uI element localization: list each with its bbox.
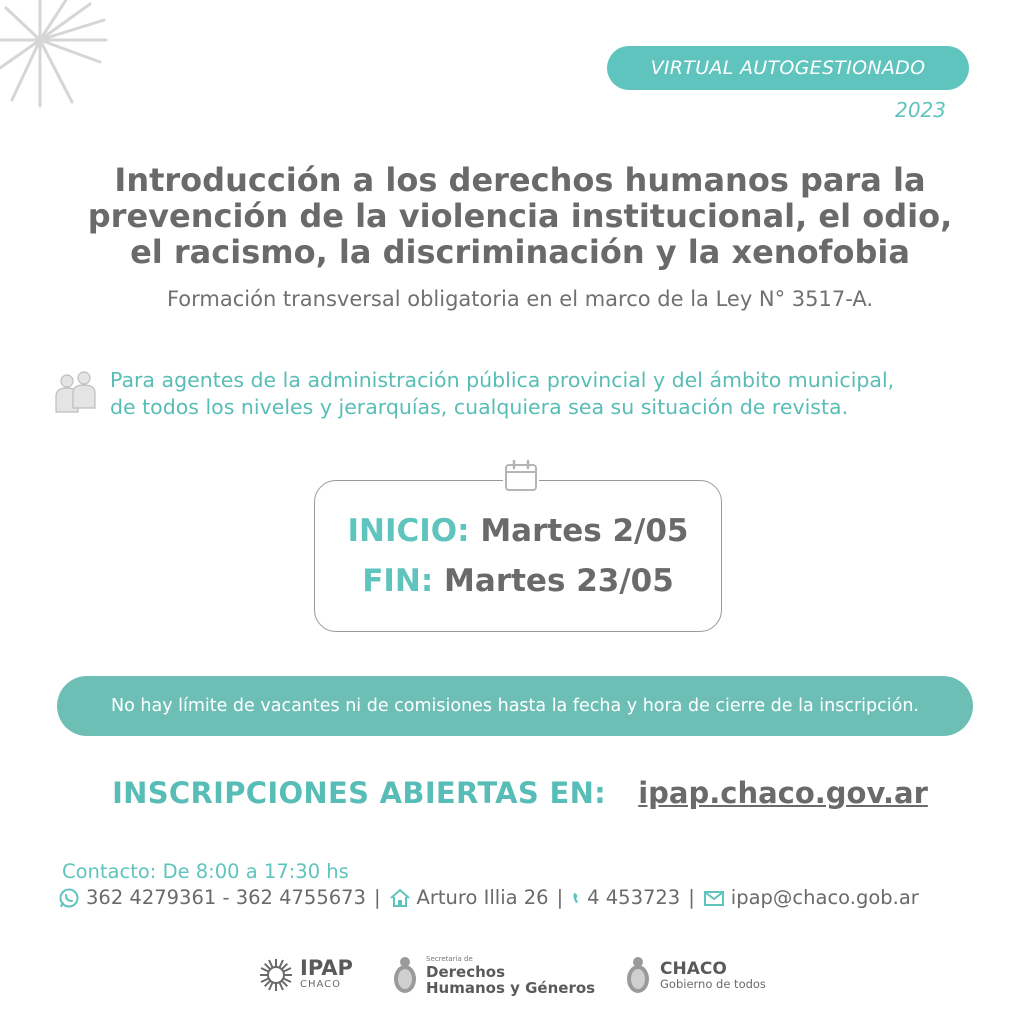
year-label: 2023 bbox=[895, 98, 946, 122]
dh-logo-line-2: Humanos y Géneros bbox=[426, 978, 596, 997]
contact-hours: Contacto: De 8:00 a 17:30 hs bbox=[62, 860, 349, 883]
start-date-label: INICIO: bbox=[347, 513, 470, 549]
starburst-decoration bbox=[0, 0, 120, 120]
derechos-humanos-logo bbox=[392, 950, 595, 1000]
vacancies-notice bbox=[57, 676, 973, 736]
audience-text bbox=[110, 367, 990, 421]
address: Arturo Illia 26 bbox=[416, 886, 549, 909]
start-date-value: Martes 2/05 bbox=[480, 513, 689, 549]
email-address[interactable]: ipap@chaco.gob.ar bbox=[730, 886, 919, 909]
whatsapp-numbers: 362 4279361 - 362 4755673 bbox=[86, 886, 366, 909]
title-line-2: prevención de la violencia institucional, el odio, bbox=[87, 197, 953, 235]
coat-of-arms-icon bbox=[392, 955, 418, 995]
phone-icon bbox=[571, 887, 585, 909]
end-date bbox=[362, 556, 674, 606]
phone-number: 4 453723 bbox=[587, 886, 681, 909]
end-date-value: Martes 23/05 bbox=[444, 563, 674, 599]
dates-box bbox=[314, 480, 722, 632]
contact-details bbox=[58, 886, 1008, 909]
separator: | bbox=[556, 886, 564, 909]
chaco-logo bbox=[624, 950, 766, 1000]
vacancies-notice-text: No hay límite de vacantes ni de comisiones hasta la fecha y hora de cierre de la inscripción. bbox=[111, 696, 919, 716]
ipap-logo-sub: CHACO bbox=[300, 979, 342, 990]
dh-logo-small: Secretaría de bbox=[426, 954, 473, 963]
chaco-logo-sub: Gobierno de todos bbox=[660, 976, 766, 991]
separator: | bbox=[373, 886, 381, 909]
page-subtitle: Formación transversal obligatoria en el marco de la Ley N° 3517-A. bbox=[166, 287, 874, 311]
calendar-icon bbox=[503, 459, 539, 493]
page-title bbox=[60, 162, 980, 270]
ipap-logo bbox=[258, 950, 353, 1000]
coat-of-arms-icon bbox=[624, 955, 652, 995]
registration-label: INSCRIPCIONES ABIERTAS EN: bbox=[112, 776, 607, 810]
registration-line bbox=[60, 776, 980, 810]
ipap-emblem-icon bbox=[258, 957, 294, 993]
modality-badge-label: VIRTUAL AUTOGESTIONADO bbox=[650, 57, 926, 79]
chaco-logo-name: CHACO bbox=[660, 958, 727, 979]
home-icon bbox=[389, 887, 411, 909]
end-date-label: FIN: bbox=[362, 563, 434, 599]
separator: | bbox=[688, 886, 695, 909]
people-icon bbox=[52, 370, 100, 414]
registration-link[interactable]: ipap.chaco.gov.ar bbox=[638, 776, 928, 810]
audience-line-1: Para agentes de la administración pública provincial y del ámbito municipal, bbox=[110, 368, 895, 392]
whatsapp-icon bbox=[58, 887, 80, 909]
email-icon bbox=[703, 887, 725, 909]
modality-badge bbox=[607, 46, 969, 90]
footer-logos bbox=[258, 950, 788, 1000]
title-line-1: Introducción a los derechos humanos para la bbox=[114, 161, 926, 199]
ipap-logo-name: IPAP bbox=[300, 956, 353, 980]
start-date bbox=[347, 506, 688, 556]
title-line-3: el racismo, la discriminación y la xenofobia bbox=[130, 233, 910, 271]
dh-logo-line-1: Derechos bbox=[426, 962, 505, 981]
audience-line-2: de todos los niveles y jerarquías, cualquiera sea su situación de revista. bbox=[110, 395, 849, 419]
